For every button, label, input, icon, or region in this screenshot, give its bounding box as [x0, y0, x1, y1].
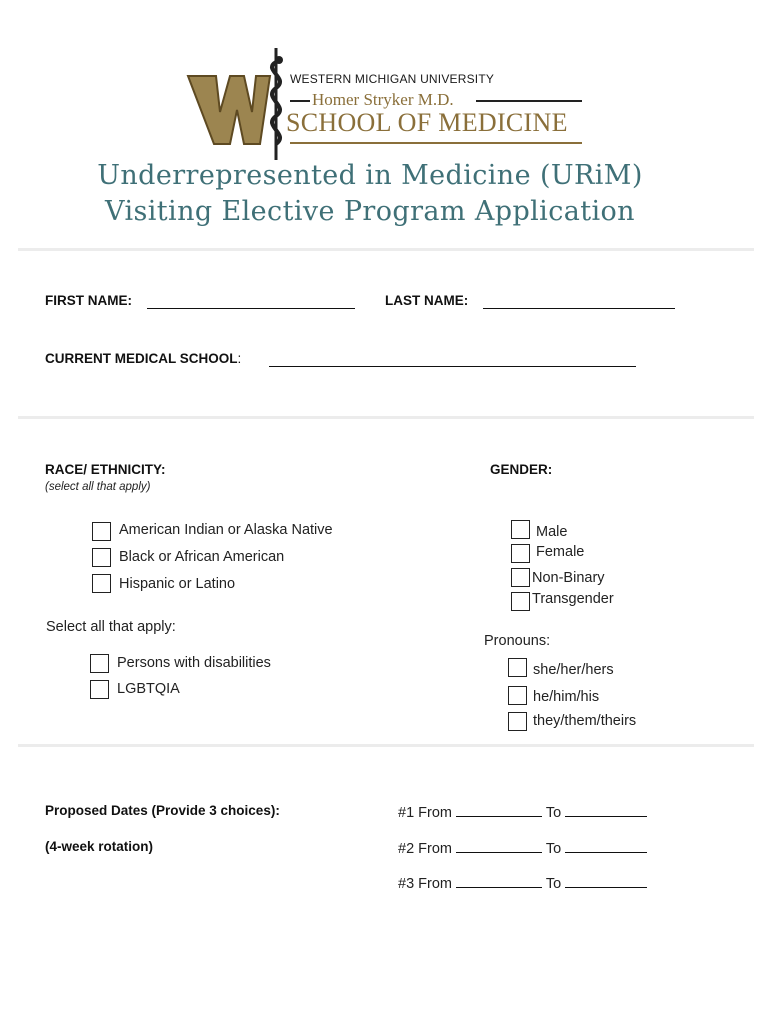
medical-school-colon: :	[237, 351, 242, 366]
to-label: To	[545, 805, 562, 821]
date-choice-2	[398, 838, 647, 857]
gender-option-label: Transgender	[532, 591, 614, 607]
divider	[18, 744, 754, 747]
rotation-note: (4-week rotation)	[45, 839, 154, 854]
first-name-field[interactable]	[147, 294, 355, 309]
from-label: From	[418, 876, 453, 892]
logo-underline	[290, 142, 582, 144]
date-choice-1	[398, 802, 647, 821]
date-choice-3	[398, 873, 647, 892]
checkbox-race-hispanic[interactable]	[92, 574, 111, 593]
divider	[18, 416, 754, 419]
additional-option-label: LGBTQIA	[117, 681, 180, 697]
pronoun-option-label: she/her/hers	[533, 662, 614, 678]
checkbox-gender-non-binary[interactable]	[511, 568, 530, 587]
logo-school-text: SCHOOL OF MEDICINE	[286, 108, 568, 137]
race-ethnicity-hint: (select all that apply)	[45, 481, 151, 493]
gender-option-label: Male	[536, 524, 568, 540]
checkbox-pronoun-they[interactable]	[508, 712, 527, 731]
divider	[18, 248, 754, 251]
race-ethnicity-label: RACE/ ETHNICITY:	[45, 462, 166, 477]
school-logo	[186, 44, 586, 160]
checkbox-race-black[interactable]	[92, 548, 111, 567]
last-name-label: LAST NAME:	[385, 293, 469, 308]
pronoun-option-label: they/them/theirs	[533, 713, 637, 729]
gender-option-label: Non-Binary	[532, 570, 605, 586]
from-date-field-2[interactable]	[456, 838, 542, 853]
wmu-w-logo-icon	[186, 48, 286, 160]
logo-dash-left	[290, 100, 310, 102]
checkbox-race-american-indian[interactable]	[92, 522, 111, 541]
checkbox-gender-female[interactable]	[511, 544, 530, 563]
to-label: To	[545, 841, 562, 857]
from-date-field-1[interactable]	[456, 802, 542, 817]
checkbox-pronoun-he[interactable]	[508, 686, 527, 705]
to-date-field-3[interactable]	[565, 873, 647, 888]
to-date-field-2[interactable]	[565, 838, 647, 853]
checkbox-lgbtqia[interactable]	[90, 680, 109, 699]
pronouns-label: Pronouns:	[484, 633, 551, 649]
gender-option-label: Female	[536, 544, 585, 560]
race-option-label: Black or African American	[119, 549, 285, 565]
date-choice-number: #2	[398, 841, 415, 857]
date-choice-number: #3	[398, 876, 415, 892]
gender-label: GENDER:	[490, 462, 553, 477]
pronoun-option-label: he/him/his	[533, 689, 600, 705]
checkbox-pronoun-she[interactable]	[508, 658, 527, 677]
medical-school-label: CURRENT MEDICAL SCHOOL	[45, 351, 238, 366]
checkbox-disabilities[interactable]	[90, 654, 109, 673]
from-date-field-3[interactable]	[456, 873, 542, 888]
additional-option-label: Persons with disabilities	[117, 655, 271, 671]
from-label: From	[418, 841, 453, 857]
last-name-field[interactable]	[483, 294, 675, 309]
date-choice-number: #1	[398, 805, 415, 821]
logo-homer-text: Homer Stryker M.D.	[312, 90, 454, 109]
to-date-field-1[interactable]	[565, 802, 647, 817]
proposed-dates-label: Proposed Dates (Provide 3 choices):	[45, 803, 280, 818]
additional-identity-label: Select all that apply:	[46, 619, 176, 635]
to-label: To	[545, 876, 562, 892]
first-name-label: FIRST NAME:	[45, 293, 132, 308]
from-label: From	[418, 805, 453, 821]
race-option-label: American Indian or Alaska Native	[119, 522, 333, 538]
logo-university-text: WESTERN MICHIGAN UNIVERSITY	[290, 72, 495, 86]
logo-dash-right	[476, 100, 582, 102]
medical-school-label-wrap	[45, 351, 241, 366]
race-option-label: Hispanic or Latino	[119, 576, 236, 592]
page-title-line-2: Visiting Elective Program Application	[105, 196, 635, 227]
checkbox-gender-male[interactable]	[511, 520, 530, 539]
medical-school-field[interactable]	[269, 352, 636, 367]
checkbox-gender-transgender[interactable]	[511, 592, 530, 611]
page-title-line-1: Underrepresented in Medicine (URiM)	[97, 160, 643, 191]
